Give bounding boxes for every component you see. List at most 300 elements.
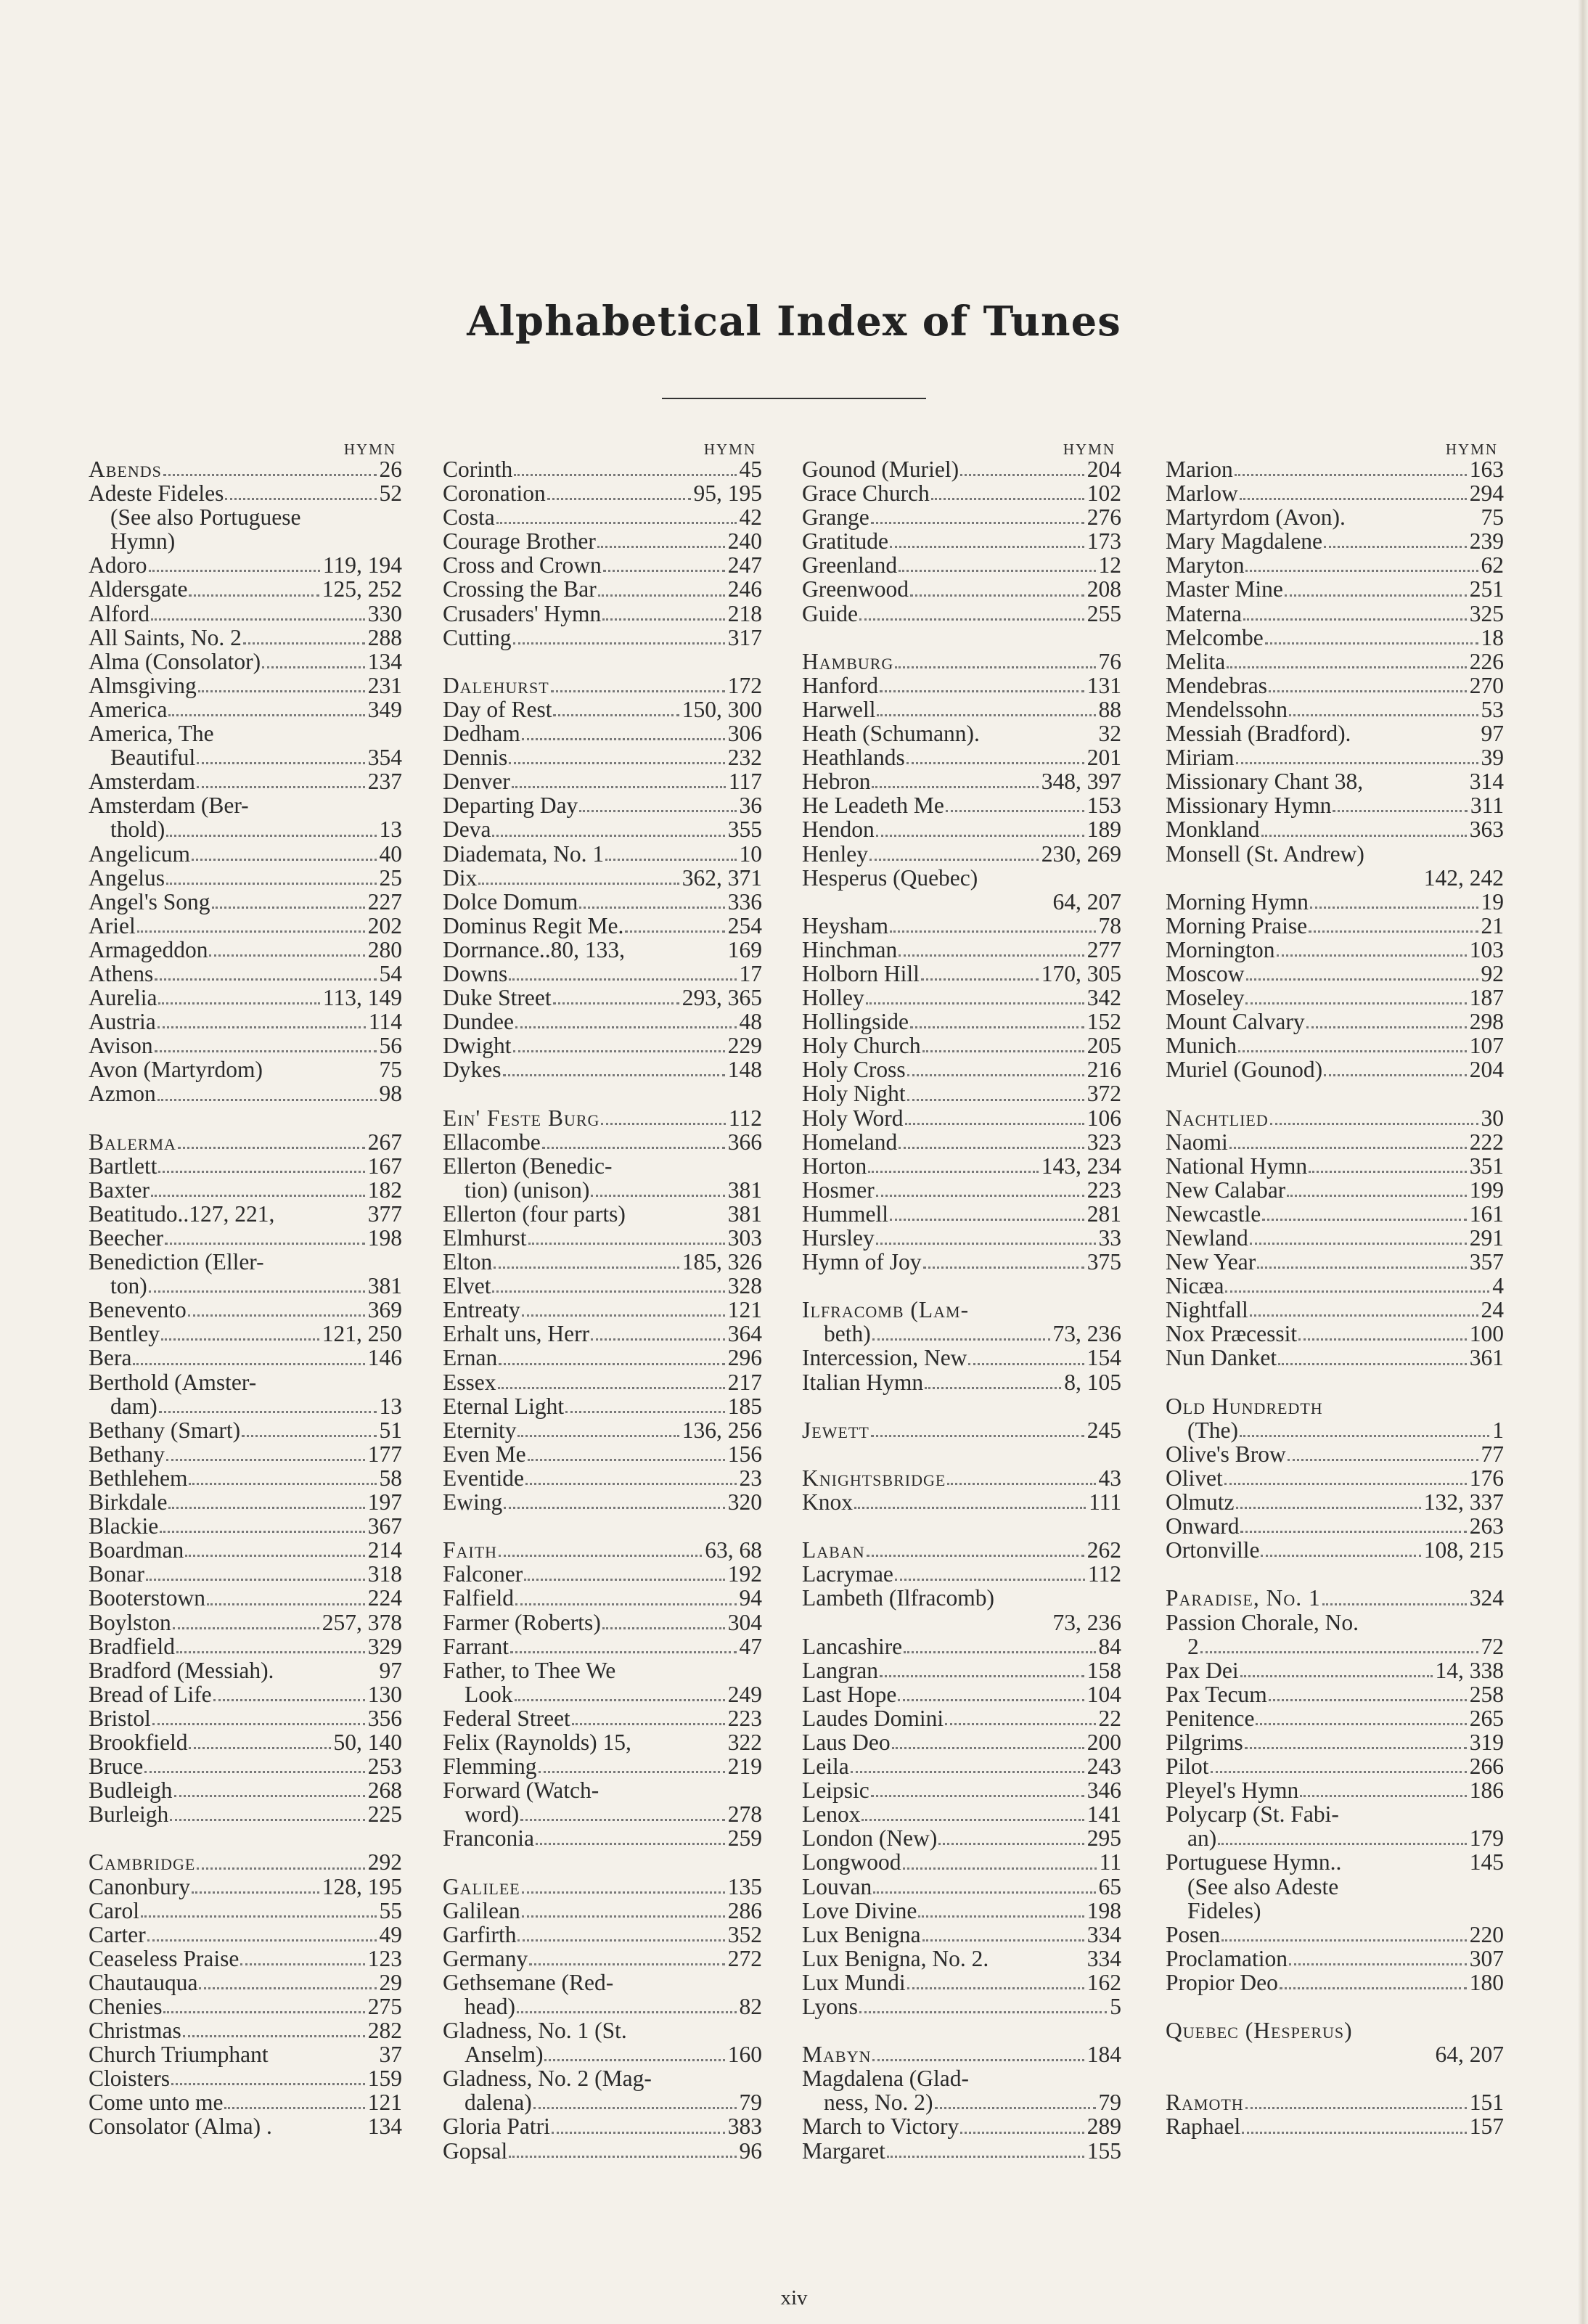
index-entry xyxy=(89,2018,402,2042)
dot-leader xyxy=(509,2151,736,2158)
dot-leader xyxy=(851,1767,1084,1773)
dot-leader xyxy=(189,1478,376,1485)
hymn-number: 266 xyxy=(1469,1754,1504,1780)
hymn-number: 319 xyxy=(1469,1729,1504,1755)
index-entry-text: (See also Adeste xyxy=(1187,1873,1339,1899)
tune-name: Bread of Life xyxy=(89,1681,212,1707)
hymn-number: 314 xyxy=(1469,769,1504,795)
hymn-number: 88 xyxy=(1098,696,1121,722)
index-entry xyxy=(89,650,402,674)
hymn-number: 357 xyxy=(1469,1249,1504,1275)
index-entry xyxy=(89,1130,402,1154)
index-entry xyxy=(89,626,402,650)
dot-leader xyxy=(947,1478,1095,1485)
index-entry xyxy=(802,577,1121,601)
index-entry xyxy=(1166,529,1504,553)
hymn-number: 329 xyxy=(367,1633,402,1659)
dot-leader xyxy=(1289,710,1478,716)
dot-leader xyxy=(880,1671,1084,1677)
dot-leader xyxy=(176,1647,365,1653)
tune-name: London (New) xyxy=(802,1825,938,1852)
index-entry xyxy=(89,577,402,601)
index-entry xyxy=(443,1010,762,1034)
tune-name: Holy Night xyxy=(802,1081,906,1107)
tune-name: Abends xyxy=(89,457,162,482)
index-entry xyxy=(89,1802,402,1826)
dot-leader xyxy=(522,734,725,740)
index-entry xyxy=(89,1971,402,1994)
dot-leader xyxy=(513,638,725,645)
hymn-number: 112 xyxy=(728,1105,762,1131)
index-entry xyxy=(443,529,762,553)
dot-leader xyxy=(189,590,319,597)
dot-leader xyxy=(918,1911,1084,1918)
tune-name: Mabyn xyxy=(802,2042,872,2068)
dot-leader xyxy=(880,686,1084,692)
tune-name: Even Me xyxy=(443,1441,526,1467)
tune-name: Crossing the Bar xyxy=(443,576,597,602)
dot-leader xyxy=(155,974,376,981)
dot-leader xyxy=(892,1743,1084,1749)
tune-name: Chautauqua xyxy=(89,1969,198,1995)
section-gap xyxy=(802,626,1121,650)
index-entry xyxy=(1166,1754,1504,1778)
index-entry xyxy=(802,1826,1121,1850)
dot-leader xyxy=(925,1383,1061,1389)
index-entry xyxy=(443,1682,762,1706)
hymn-number: 189 xyxy=(1086,817,1121,843)
tune-name: Budleigh xyxy=(89,1777,173,1804)
index-entry xyxy=(1166,962,1504,986)
tune-name: Essex xyxy=(443,1369,496,1395)
hymn-number: 204 xyxy=(1086,457,1121,482)
dot-leader xyxy=(1235,470,1467,476)
index-entry xyxy=(1166,1947,1504,1971)
hymn-number: 323 xyxy=(1086,1129,1121,1155)
tune-name: Moseley xyxy=(1166,985,1245,1011)
dot-leader xyxy=(625,926,724,933)
tune-name: Come unto me xyxy=(89,2090,224,2116)
hymn-number: 186 xyxy=(1469,1777,1504,1804)
dot-leader xyxy=(1200,1647,1478,1653)
index-entry xyxy=(1166,577,1504,601)
index-entry-text: Benediction (Eller- xyxy=(89,1249,264,1275)
dot-leader xyxy=(871,517,1084,524)
dot-leader xyxy=(854,1502,1086,1509)
tune-name: Lux Benigna xyxy=(802,1921,921,1947)
tune-name: Louvan xyxy=(802,1873,872,1899)
hymn-number: 286 xyxy=(727,1897,762,1923)
dot-leader xyxy=(872,1334,1050,1341)
tune-name: Brookfield xyxy=(89,1729,188,1755)
tune-name: Dominus Regit Me. xyxy=(443,912,624,938)
hymn-column-header: HYMN xyxy=(343,441,396,458)
section-gap xyxy=(1166,2066,1504,2090)
dot-leader xyxy=(199,1983,376,1989)
index-entry xyxy=(443,1562,762,1586)
dot-leader xyxy=(528,1238,725,1245)
dot-leader xyxy=(166,1454,365,1461)
dot-leader xyxy=(1262,1214,1467,1221)
index-entry xyxy=(1166,650,1504,674)
tune-name: Carter xyxy=(89,1921,146,1947)
hymn-number: 192 xyxy=(727,1561,762,1587)
hymn-number: 275 xyxy=(367,1994,402,2019)
hymn-number: 230, 269 xyxy=(1041,840,1121,867)
index-entry xyxy=(1166,817,1504,841)
index-entry xyxy=(1166,2090,1504,2114)
hymn-number: 94 xyxy=(739,1585,762,1611)
index-entry-text: America, The xyxy=(89,721,214,747)
dot-leader xyxy=(553,998,679,1005)
index-entry xyxy=(89,1754,402,1778)
dot-leader xyxy=(158,998,319,1005)
index-entry xyxy=(802,1994,1121,2018)
index-entry xyxy=(443,1538,762,1562)
hymn-number: 184 xyxy=(1086,2042,1121,2068)
dot-leader xyxy=(898,1695,1084,1701)
tune-name: March to Victory xyxy=(802,2114,959,2140)
dot-leader xyxy=(528,1454,725,1461)
tune-name: Onward xyxy=(1166,1513,1240,1539)
dot-leader xyxy=(910,1022,1084,1028)
hymn-number: 306 xyxy=(727,721,762,747)
tune-name: Mendelssohn xyxy=(1166,696,1288,722)
tune-name: dalena) xyxy=(464,2090,532,2116)
index-entry xyxy=(443,1634,762,1658)
index-entry xyxy=(802,793,1121,817)
dot-leader xyxy=(151,614,365,621)
dot-leader xyxy=(166,830,376,837)
tune-name: Coronation xyxy=(443,480,546,507)
hymn-number: 280 xyxy=(367,936,402,962)
index-entry xyxy=(802,1226,1121,1250)
hymn-number: 29 xyxy=(379,1969,402,1995)
index-entry xyxy=(89,1514,402,1538)
index-entry xyxy=(802,529,1121,553)
index-entry xyxy=(443,1202,762,1226)
hymn-number: 130 xyxy=(367,1681,402,1707)
tune-name: Angelicum xyxy=(89,840,190,867)
tune-name: Martyrdom (Avon). xyxy=(1166,504,1346,531)
tune-name: Ceaseless Praise xyxy=(89,1945,240,1971)
index-entry xyxy=(89,1634,402,1658)
hymn-number: 293, 365 xyxy=(682,985,762,1011)
index-entry xyxy=(443,890,762,914)
dot-leader xyxy=(899,950,1084,957)
tune-name: Bradfield xyxy=(89,1633,175,1659)
index-entry xyxy=(89,2066,402,2090)
hymn-number: 128, 195 xyxy=(322,1873,402,1899)
dot-leader xyxy=(565,1407,725,1413)
index-entry xyxy=(443,602,762,626)
index-entry xyxy=(802,1081,1121,1105)
index-entry xyxy=(802,1658,1121,1682)
tune-name: Crusaders' Hymn xyxy=(443,600,602,626)
dot-leader xyxy=(1242,2127,1467,2134)
dot-leader xyxy=(1298,1334,1467,1341)
hymn-number: 214 xyxy=(367,1537,402,1563)
tune-name: Dykes xyxy=(443,1057,502,1083)
hymn-number: 136, 256 xyxy=(682,1417,762,1443)
dot-leader xyxy=(1309,926,1478,933)
dot-leader xyxy=(579,902,724,909)
index-column-4 xyxy=(1166,441,1504,2139)
hymn-number: 354 xyxy=(367,745,402,771)
hymn-number: 25 xyxy=(379,864,402,891)
hymn-number: 112 xyxy=(1087,1561,1121,1587)
hymn-column-header: HYMN xyxy=(1063,441,1116,458)
dot-leader xyxy=(492,1286,724,1293)
index-entry xyxy=(89,1154,402,1178)
tune-name: Bristol xyxy=(89,1705,151,1731)
index-entry xyxy=(1166,1971,1504,1994)
index-entry xyxy=(802,1562,1121,1586)
tune-name: Ariel xyxy=(89,912,136,938)
hymn-number: 239 xyxy=(1469,528,1504,555)
tune-name: He Leadeth Me xyxy=(802,793,944,819)
index-entry xyxy=(443,1442,762,1466)
hymn-number: 249 xyxy=(727,1681,762,1707)
tune-name: Grange xyxy=(802,504,869,531)
tune-name: Angel's Song xyxy=(89,888,210,915)
tune-name: Messiah (Bradford). xyxy=(1166,721,1351,747)
index-entry xyxy=(1166,1538,1504,1562)
hymn-number: 111 xyxy=(1089,1489,1121,1515)
page-number: xiv xyxy=(780,2286,808,2309)
tune-name: Ellacombe xyxy=(443,1129,541,1155)
tune-name: Boardman xyxy=(89,1537,184,1563)
hymn-number: 17 xyxy=(739,960,762,986)
tune-name: Nox Præcessit xyxy=(1166,1321,1298,1347)
hymn-number: 240 xyxy=(727,528,762,555)
index-entry xyxy=(89,1538,402,1562)
hymn-number: 224 xyxy=(367,1585,402,1611)
index-entry xyxy=(443,938,762,962)
index-entry xyxy=(89,2114,402,2138)
tune-name: Hosmer xyxy=(802,1177,875,1203)
hymn-number: 22 xyxy=(1098,1705,1121,1731)
hymn-number: 237 xyxy=(367,769,402,795)
hymn-number: 202 xyxy=(367,912,402,938)
index-entry xyxy=(443,1394,762,1418)
index-entry xyxy=(802,1106,1121,1130)
tune-name: Faith xyxy=(443,1537,498,1563)
hymn-number: 231 xyxy=(367,672,402,698)
hymn-number: 134 xyxy=(367,648,402,674)
index-entry xyxy=(89,1322,402,1346)
hymn-number: 320 xyxy=(727,1489,762,1515)
index-entry xyxy=(443,842,762,866)
index-entry xyxy=(802,1250,1121,1274)
hymn-number: 26 xyxy=(379,457,402,482)
tune-name: Proclamation xyxy=(1166,1945,1288,1971)
hymn-number: 342 xyxy=(1086,985,1121,1011)
tune-name: Marion xyxy=(1166,457,1233,482)
hymn-number: 267 xyxy=(367,1129,402,1155)
tune-name: Alford xyxy=(89,600,150,626)
hymn-number: 47 xyxy=(739,1633,762,1659)
tune-name: Avison xyxy=(89,1033,153,1059)
tune-name: Lancashire xyxy=(802,1633,903,1659)
tune-name: Germany xyxy=(443,1945,528,1971)
index-entry xyxy=(1166,697,1504,721)
hymn-number: 245 xyxy=(1086,1417,1121,1443)
hymn-number: 277 xyxy=(1086,936,1121,962)
dot-leader xyxy=(1261,1550,1420,1557)
dot-leader xyxy=(1236,1502,1421,1509)
dot-leader xyxy=(1265,638,1478,645)
hymn-number: 49 xyxy=(379,1921,402,1947)
tune-name: Olmutz xyxy=(1166,1489,1235,1515)
index-entry xyxy=(802,1130,1121,1154)
hymn-number: 268 xyxy=(367,1777,402,1804)
hymn-number: 263 xyxy=(1469,1513,1504,1539)
index-entry xyxy=(89,1442,402,1466)
hymn-number: 19 xyxy=(1481,888,1504,915)
index-entry xyxy=(89,1394,402,1418)
index-entry xyxy=(802,721,1121,745)
tune-name: Ewing xyxy=(443,1489,503,1515)
index-entry xyxy=(1166,1274,1504,1298)
hymn-number: 218 xyxy=(727,600,762,626)
dot-leader xyxy=(1306,1022,1467,1028)
tune-name: Hebron xyxy=(802,769,871,795)
hymn-number: 23 xyxy=(739,1465,762,1491)
tune-name: Beecher xyxy=(89,1225,164,1251)
index-entry xyxy=(802,817,1121,841)
dot-leader xyxy=(242,1431,376,1437)
dot-leader xyxy=(209,950,364,957)
index-entry xyxy=(1166,1202,1504,1226)
tune-name: Holborn Hill xyxy=(802,960,920,986)
tune-name: Lacrymae xyxy=(802,1561,893,1587)
dot-leader xyxy=(509,974,736,981)
hymn-number: 82 xyxy=(739,1994,762,2019)
dot-leader xyxy=(605,854,736,861)
dot-leader xyxy=(178,1142,365,1149)
hymn-number: 303 xyxy=(727,1225,762,1251)
hymn-number: 107 xyxy=(1469,1033,1504,1059)
index-entry xyxy=(89,1274,402,1298)
index-entry xyxy=(443,1586,762,1610)
tune-name: Love Divine xyxy=(802,1897,917,1923)
index-entry xyxy=(89,1923,402,1947)
index-entry xyxy=(89,1706,402,1730)
dot-leader xyxy=(262,662,365,668)
tune-name: Olive's Brow xyxy=(1166,1441,1286,1467)
tune-name: Bethany xyxy=(89,1441,165,1467)
index-entry xyxy=(89,1466,402,1490)
hymn-number: 100 xyxy=(1469,1321,1504,1347)
hymn-number: 361 xyxy=(1469,1345,1504,1371)
tune-name: 2 xyxy=(1187,1633,1199,1659)
index-entry xyxy=(802,2114,1121,2138)
tune-name: Ramoth xyxy=(1166,2090,1244,2116)
dot-leader xyxy=(166,878,377,885)
dot-leader xyxy=(197,782,365,788)
index-entry xyxy=(1166,481,1504,505)
hymn-number: 377 xyxy=(367,1200,402,1227)
hymn-number: 40 xyxy=(379,840,402,867)
index-entry-text: Fideles) xyxy=(1187,1897,1261,1923)
dot-leader xyxy=(1218,1838,1467,1845)
index-entry xyxy=(89,745,402,769)
dot-leader xyxy=(533,2103,737,2109)
tune-name: Look xyxy=(464,1681,513,1707)
tune-name: Portuguese Hymn.. xyxy=(1166,1849,1342,1875)
tune-name: Dolce Domum xyxy=(443,888,578,915)
index-entry xyxy=(802,1778,1121,1802)
dot-leader xyxy=(515,1599,737,1605)
tune-name: ton) xyxy=(110,1273,147,1299)
tune-name: Anselm) xyxy=(464,2042,544,2068)
tune-name: Eternal Light xyxy=(443,1393,565,1419)
hymn-number: 32 xyxy=(1098,721,1121,747)
index-entry xyxy=(89,2090,402,2114)
dot-leader xyxy=(498,1383,725,1389)
dot-leader xyxy=(524,1574,725,1581)
index-entry xyxy=(802,457,1121,481)
tune-name: Pilot xyxy=(1166,1754,1209,1780)
index-entry xyxy=(1166,1778,1504,1802)
dot-leader xyxy=(198,686,365,692)
tune-name: Maryton xyxy=(1166,552,1245,578)
tune-name: Falfield xyxy=(443,1585,514,1611)
tune-name: Aurelia xyxy=(89,985,157,1011)
dot-leader xyxy=(1324,541,1467,548)
index-entry xyxy=(443,1875,762,1899)
index-entry xyxy=(1166,457,1504,481)
hymn-number: 375 xyxy=(1086,1249,1121,1275)
section-gap xyxy=(443,1514,762,1538)
dot-leader xyxy=(1245,2103,1467,2109)
tune-name: Consolator (Alma) . xyxy=(89,2114,272,2140)
dot-leader xyxy=(496,517,737,524)
index-entry xyxy=(443,2114,762,2138)
hymn-number: 131 xyxy=(1086,672,1121,698)
index-entry xyxy=(443,1346,762,1370)
index-entry xyxy=(443,1226,762,1250)
hymn-number: 75 xyxy=(1481,504,1504,531)
tune-name: Downs xyxy=(443,960,508,986)
hymn-number: 76 xyxy=(1098,648,1121,674)
index-entry xyxy=(1166,721,1504,745)
hymn-number: 219 xyxy=(727,1754,762,1780)
hymn-number: 123 xyxy=(367,1945,402,1971)
hymn-number: 255 xyxy=(1086,600,1121,626)
index-entry xyxy=(443,1130,762,1154)
index-entry xyxy=(89,1850,402,1874)
tune-name: Garfirth xyxy=(443,1921,517,1947)
tune-name: Bradford (Messiah). xyxy=(89,1657,274,1683)
hymn-number: 39 xyxy=(1481,745,1504,771)
tune-name: Galilee xyxy=(443,1873,520,1899)
tune-name: an) xyxy=(1187,1825,1217,1852)
dot-leader xyxy=(1310,902,1478,909)
dot-leader xyxy=(859,2007,1107,2013)
dot-leader xyxy=(515,1022,737,1028)
index-entry xyxy=(802,962,1121,986)
hymn-number: 156 xyxy=(727,1441,762,1467)
hymn-number: 247 xyxy=(727,552,762,578)
tune-name: Chenies xyxy=(89,1994,163,2019)
tune-name: Greenwood xyxy=(802,576,909,602)
hymn-number: 246 xyxy=(727,576,762,602)
index-entry xyxy=(89,1562,402,1586)
index-entry-text: Hymn) xyxy=(110,528,176,555)
index-entry xyxy=(89,962,402,986)
